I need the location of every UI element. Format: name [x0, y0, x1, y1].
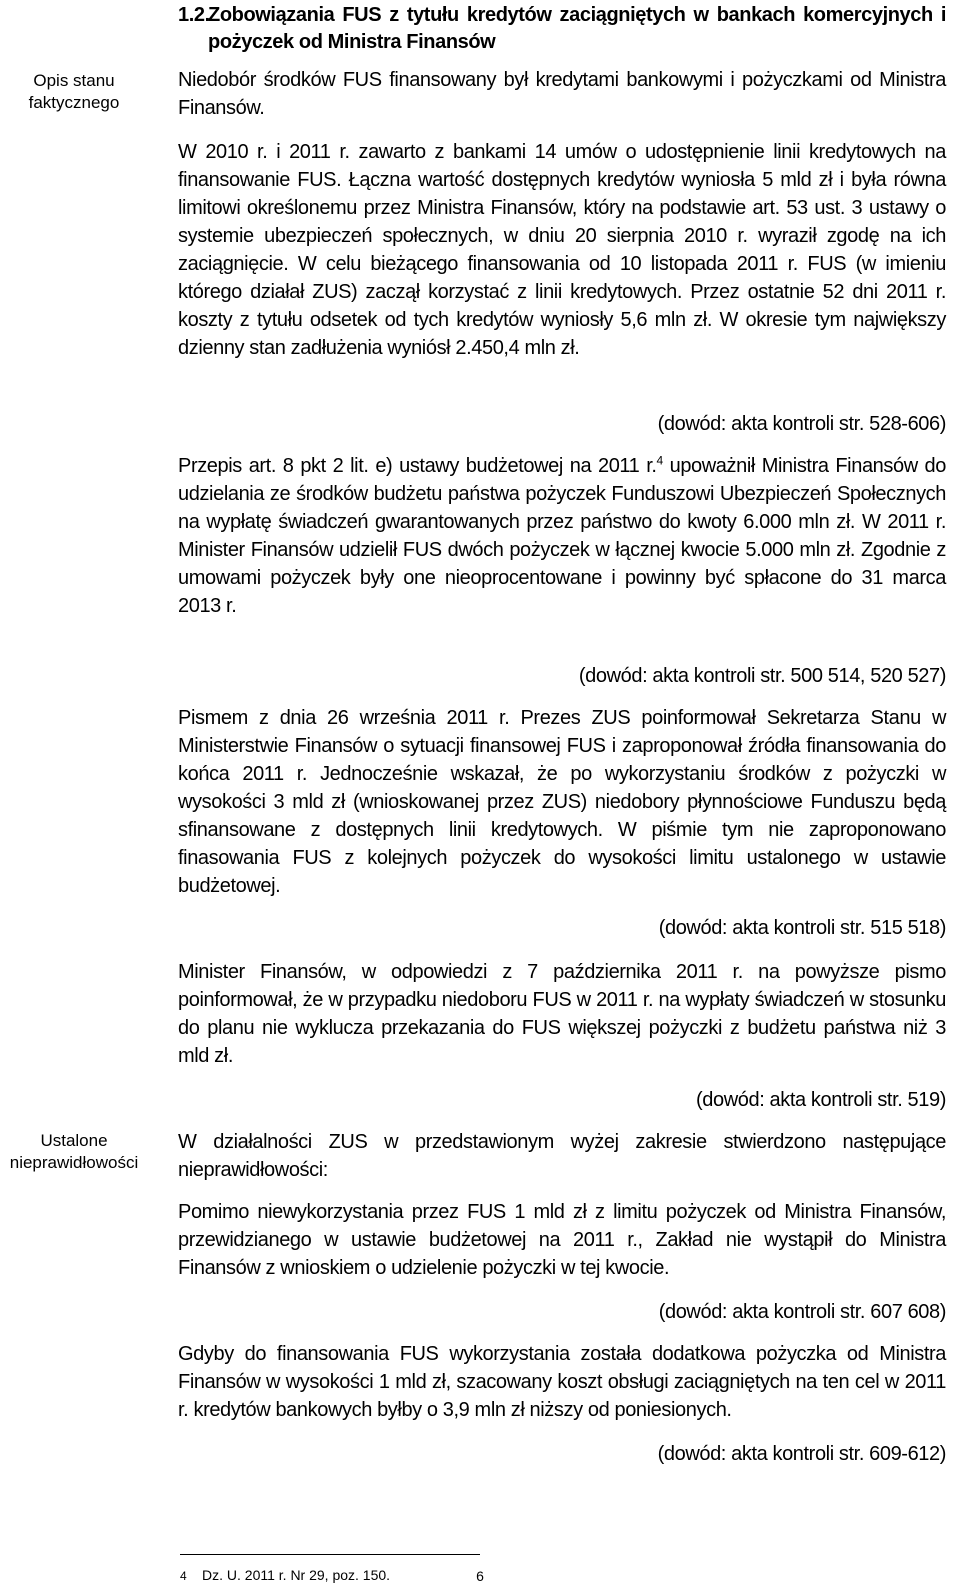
footnote-reference: 4 — [656, 453, 663, 468]
paragraph-budget-act-loans — [178, 452, 946, 620]
evidence-reference: (dowód: akta kontroli str. 528-606) — [657, 413, 946, 435]
footnote-text: Dz. U. 2011 r. Nr 29, poz. 150. — [202, 1567, 391, 1583]
margin-label-irregularities: Ustalone nieprawidłowości — [9, 1131, 139, 1172]
paragraph-funding-shortfall: Niedobór środków FUS finansowany był kredytami bankowymi i pożyczkami od Ministra Finansów. — [178, 69, 946, 119]
evidence-reference: (dowód: akta kontroli str. 500 514, 520 527) — [578, 665, 946, 687]
paragraph-text: Przepis art. 8 pkt 2 lit. e) ustawy budżetowej na 2011 r. — [178, 455, 657, 477]
evidence-reference: (dowód: akta kontroli str. 515 518) — [658, 917, 946, 939]
paragraph-text: upoważnił Ministra Finansów do udzielania ze środków budżetu państwa pożyczek Funduszowi Ubezpieczeń Społecznych na wypłatę świadczeń gwarantowanych przez państwo do kwoty 6.000 mln zł. W 2011 r. Minister Finansów udzielił FUS dwóch pożyczek w łącznej kwocie 5.000 mln zł. Zgodnie z umowami pożyczek były one nieoprocentowane i powinny być spłacone do 31 marca 2013 r. — [178, 455, 946, 617]
section-number: 1.2. — [178, 4, 210, 26]
paragraph-credit-lines: W 2010 r. i 2011 r. zawarto z bankami 14 umów o udostępnienie linii kredytowych na finansowanie FUS. Łączna wartość dostępnych kredytów wyniosła 5 mld zł i była równa limitowi określonemu przez Ministra Finansów, który na podstawie art. 53 ust. 3 ustawy o systemie ubezpieczeń społecznych, w dniu 20 sierpnia 2010 r. wyraził zgodę na ich zaciągnięcie. W celu bieżącego finansowania od 10 listopada 2011 r. FUS (w imieniu którego działał ZUS) zaczął korzystać z linii kredytowych. Przez ostatnie 52 dni 2011 r. koszty z tytułu odsetek od tych kredytów wyniosły 5,6 mln zł. W okresie tym największy dzienny stan zadłużenia wyniósł 2.450,4 mln zł. — [178, 141, 946, 359]
section-heading — [178, 2, 946, 56]
evidence-reference: (dowód: akta kontroli str. 607 608) — [658, 1301, 946, 1323]
footnote-separator — [180, 1554, 480, 1555]
page-number: 6 — [476, 1568, 484, 1584]
evidence-reference: (dowód: akta kontroli str. 609-612) — [657, 1443, 946, 1465]
paragraph-minister-reply: Minister Finansów, w odpowiedzi z 7 października 2011 r. na powyższe pismo poinformował, że w przypadku niedoboru FUS w 2011 r. na wypłaty świadczeń w stosunku do planu nie wyklucza przekazania do FUS większej pożyczki z budżetu państwa niż 3 mld zł. — [178, 961, 946, 1067]
section-title: Zobowiązania FUS z tytułu kredytów zaciągniętych w bankach komercyjnych i pożyczek od Ministra Finansów — [208, 4, 946, 53]
margin-label-state-of-facts: Opis stanu faktycznego — [28, 71, 120, 112]
paragraph-irregularities-intro: W działalności ZUS w przedstawionym wyżej zakresie stwierdzono następujące nieprawidłowości: — [178, 1131, 946, 1181]
evidence-reference: (dowód: akta kontroli str. 519) — [696, 1089, 946, 1111]
paragraph-cost-estimate: Gdyby do finansowania FUS wykorzystania została dodatkowa pożyczka od Ministra Finansów w wysokości 1 mld zł, szacowany koszt obsługi zaciągniętych na ten cel w 2011 r. kredytów bankowych byłby o 3,9 mln zł niższy od poniesionych. — [178, 1343, 946, 1421]
footnote-number: 4 — [180, 1569, 187, 1583]
paragraph-zus-letter: Pismem z dnia 26 września 2011 r. Prezes ZUS poinformował Sekretarza Stanu w Ministerstwie Finansów o sytuacji finansowej FUS i zaproponował źródła finansowania do końca 2011 r. Jednocześnie wskazał, że po wykorzystaniu środków z pożyczki w wysokości 3 mld zł (wnioskowanej przez ZUS) niedobory płynnościowe Funduszu będą sfinansowane z dostępnych linii kredytowych. W piśmie tym nie zaproponowano finasowania FUS z kolejnych pożyczek do wysokości limitu ustalonego w ustawie budżetowej. — [178, 707, 946, 897]
paragraph-unused-loan: Pomimo niewykorzystania przez FUS 1 mld zł z limitu pożyczek od Ministra Finansów, przewidzianego w ustawie budżetowej na 2011 r., Zakład nie wystąpił do Ministra Finansów z wnioskiem o udzielenie pożyczki w tej kwocie. — [178, 1201, 946, 1279]
